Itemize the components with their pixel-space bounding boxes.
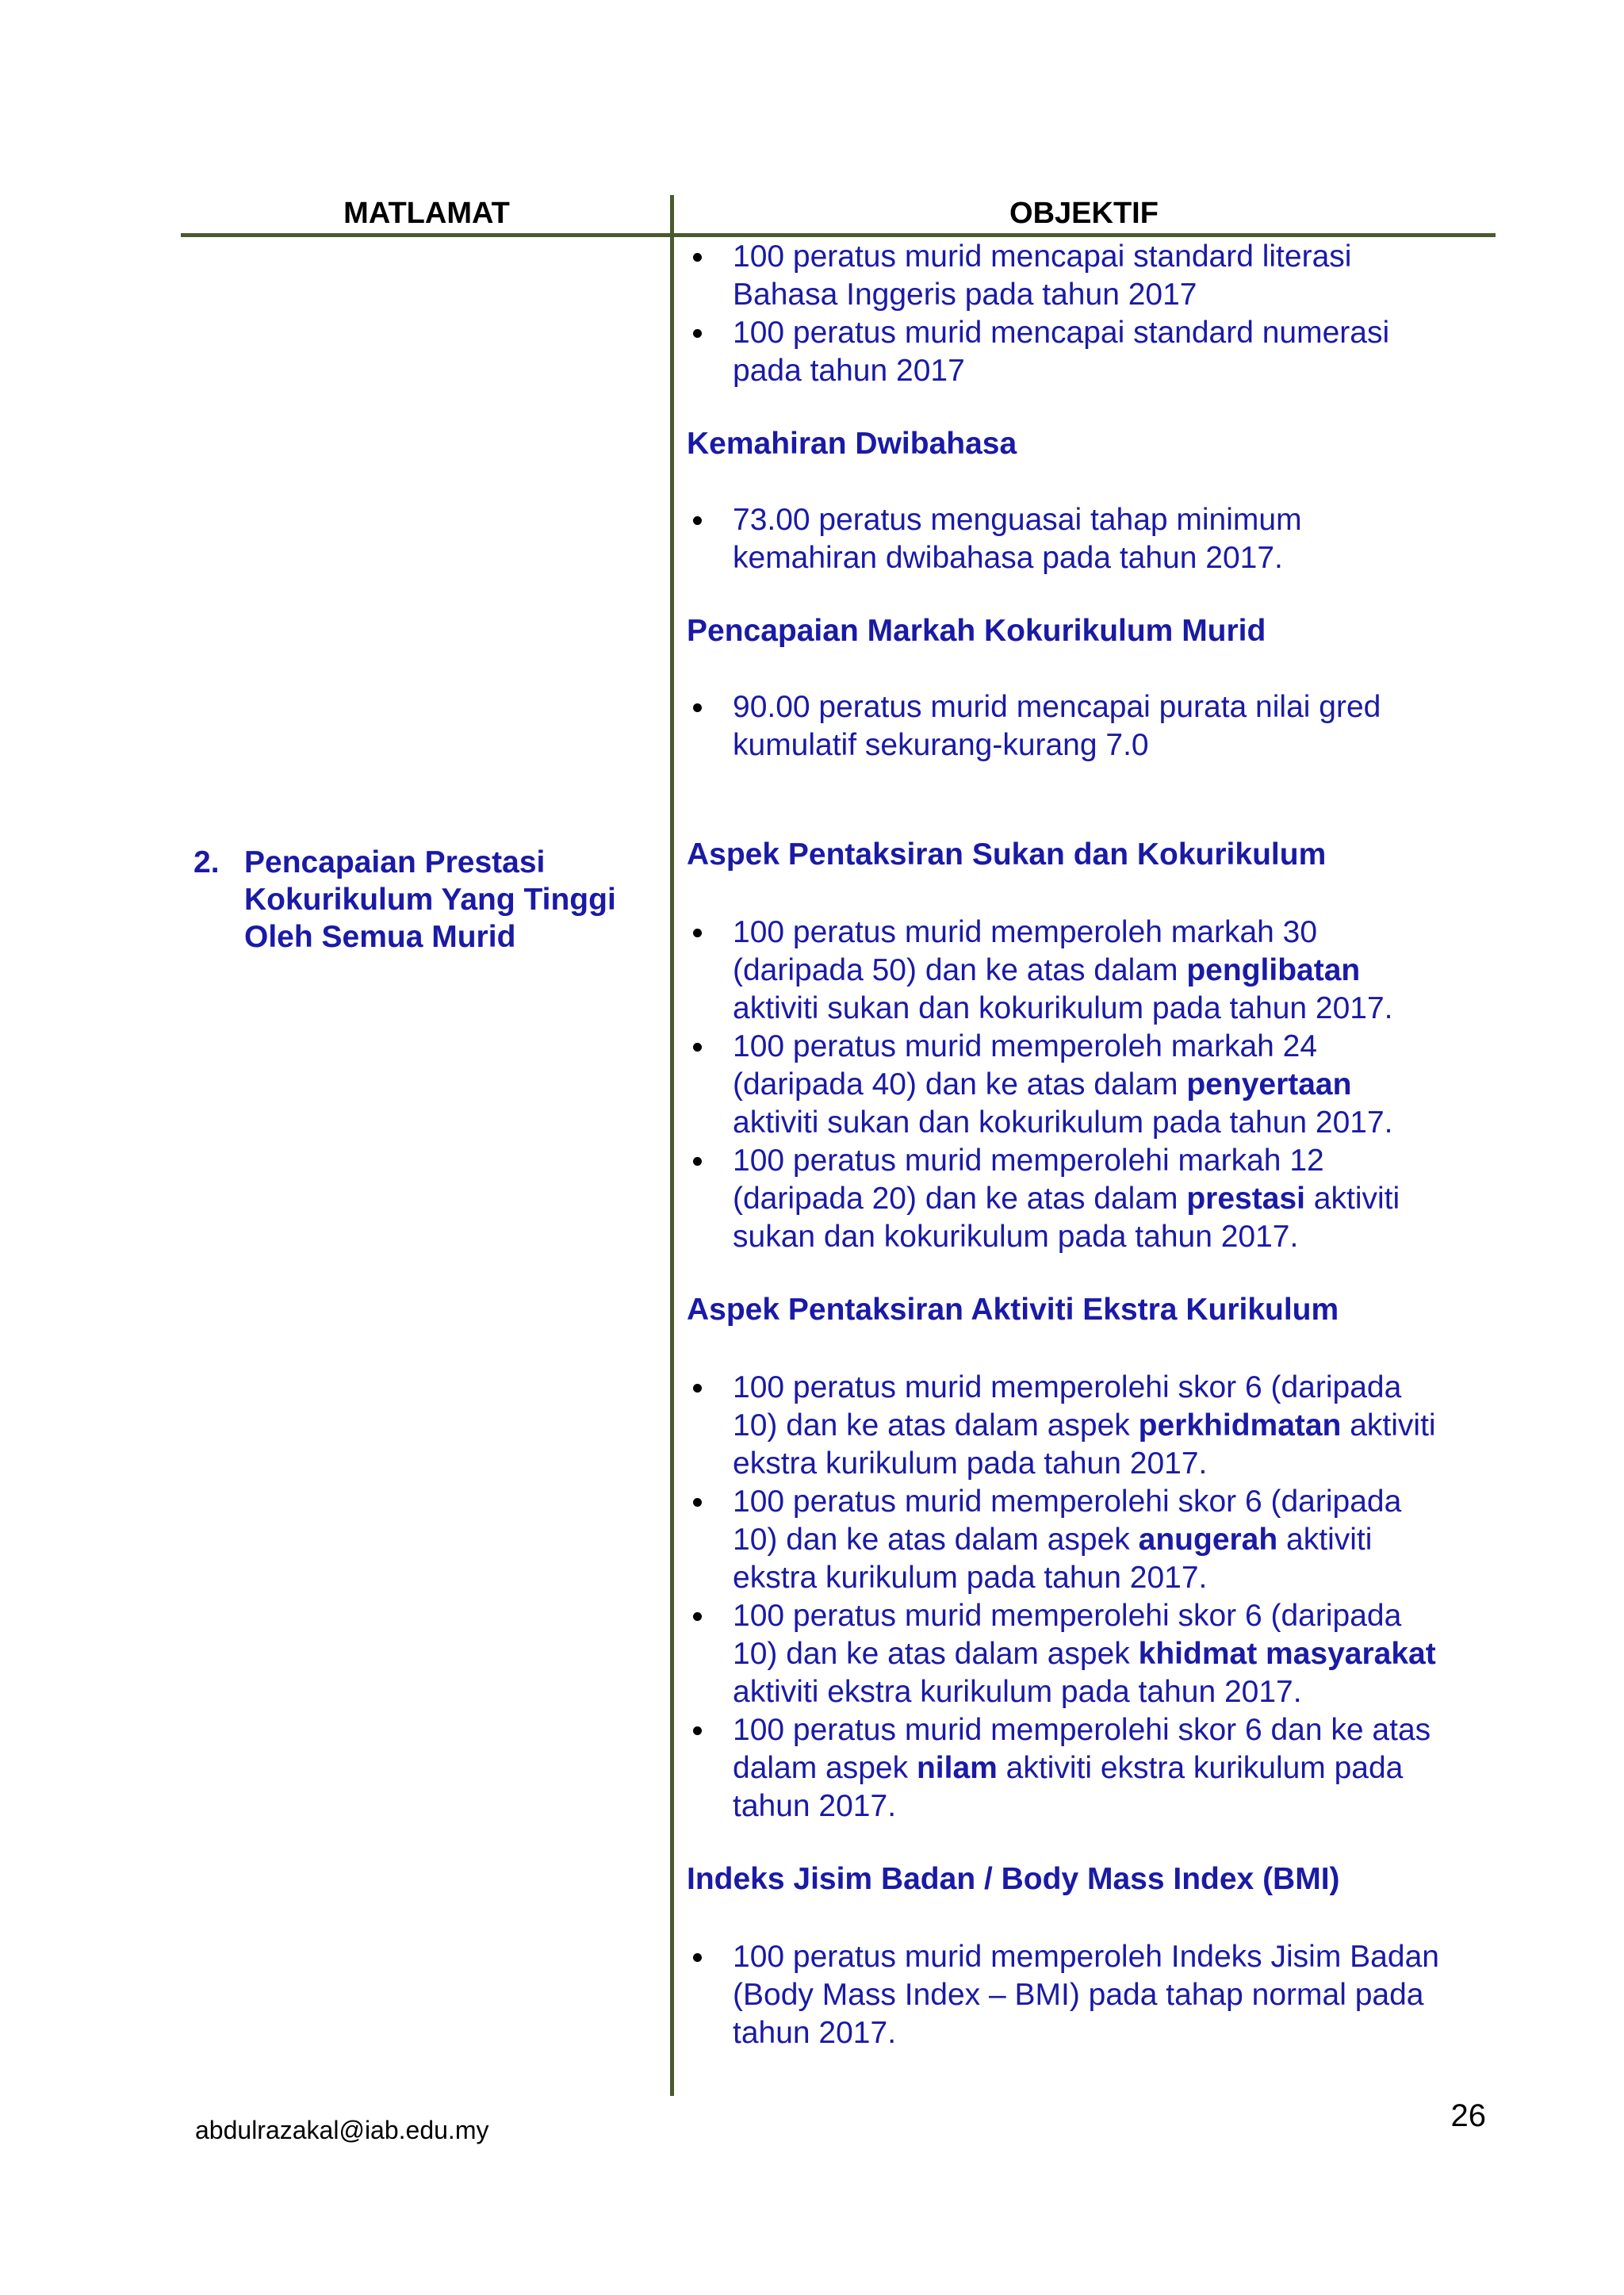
bullet-line: sukan dan kokurikulum pada tahun 2017. [733, 1220, 1299, 1254]
bullet-line: ekstra kurikulum pada tahun 2017. [733, 1561, 1208, 1595]
list-item [687, 1597, 1488, 1711]
sukan-bullets [687, 914, 1488, 1256]
bmi-bullets [687, 1938, 1488, 2052]
list-item [687, 1483, 1488, 1597]
section-heading-ekstra: Aspek Pentaksiran Aktiviti Ekstra Kurikulum [687, 1293, 1339, 1327]
list-item [687, 1028, 1488, 1142]
bullet-icon [693, 1612, 702, 1621]
emphasis-text: prestasi [1186, 1182, 1305, 1216]
emphasis-text: nilam [916, 1751, 998, 1785]
kokurikulum-bullets [687, 688, 1488, 764]
bullet-icon [693, 1157, 702, 1166]
bullet-icon [693, 703, 702, 712]
bullet-icon [693, 329, 702, 338]
bullet-line: kemahiran dwibahasa pada tahun 2017. [733, 541, 1283, 575]
bullet-line: tahun 2017. [733, 1789, 897, 1823]
bullet-line: 100 peratus murid memperoleh markah 30 [733, 915, 1318, 949]
bullet-line: 100 peratus murid memperolehi markah 12 [733, 1144, 1324, 1178]
bullet-line: 73.00 peratus menguasai tahap minimum [733, 503, 1302, 537]
emphasis-text: anugerah [1138, 1523, 1278, 1557]
section-heading-kokurikulum: Pencapaian Markah Kokurikulum Murid [687, 614, 1266, 648]
bullet-line: (Body Mass Index – BMI) pada tahap normal pada [733, 1978, 1424, 2012]
goal-number: 2. [193, 845, 220, 879]
goal-text [244, 844, 661, 956]
table-header [181, 190, 1496, 235]
objektif-column [687, 238, 1488, 2052]
literacy-bullets [687, 238, 1488, 390]
goal-line: Kokurikulum Yang Tinggi [244, 883, 616, 917]
ekstra-bullets [687, 1369, 1488, 1826]
emphasis-text: khidmat masyarakat [1138, 1637, 1436, 1671]
section-heading-bmi: Indeks Jisim Badan / Body Mass Index (BMI) [687, 1862, 1340, 1896]
bullet-line: 10) dan ke atas dalam aspek anugerah aktiviti [733, 1523, 1373, 1557]
bullet-line: Bahasa Inggeris pada tahun 2017 [733, 278, 1197, 312]
bullet-icon [693, 1043, 702, 1052]
list-item [687, 238, 1488, 314]
bullet-line: ekstra kurikulum pada tahun 2017. [733, 1446, 1208, 1481]
bullet-line: (daripada 20) dan ke atas dalam prestasi aktiviti [733, 1182, 1400, 1216]
bullet-line: 100 peratus murid memperolehi skor 6 (daripada [733, 1370, 1402, 1404]
bullet-line: kumulatif sekurang-kurang 7.0 [733, 728, 1149, 762]
bullet-icon [693, 929, 702, 937]
bullet-line: 100 peratus murid mencapai standard numerasi [733, 316, 1390, 350]
column-divider [670, 195, 674, 2096]
bullet-icon [693, 253, 702, 262]
bullet-line: 100 peratus murid memperolehi skor 6 dan ke atas [733, 1713, 1431, 1747]
bullet-line: 90.00 peratus murid mencapai purata nilai gred [733, 690, 1381, 724]
bullet-line: aktiviti sukan dan kokurikulum pada tahun 2017. [733, 991, 1393, 1025]
bullet-line: pada tahun 2017 [733, 354, 965, 388]
emphasis-text: penglibatan [1186, 953, 1361, 987]
bullet-line: dalam aspek nilam aktiviti ekstra kurikulum pada [733, 1751, 1404, 1785]
emphasis-text: perkhidmatan [1138, 1408, 1342, 1443]
bullet-icon [693, 1726, 702, 1735]
goal-item [193, 844, 661, 956]
list-item [687, 914, 1488, 1028]
list-item [687, 1938, 1488, 2052]
bullet-line: 100 peratus murid memperoleh Indeks Jisim Badan [733, 1940, 1439, 1974]
bullet-line: 100 peratus murid mencapai standard literasi [733, 239, 1352, 274]
dwibahasa-bullets [687, 501, 1488, 577]
list-item [687, 1711, 1488, 1826]
bullet-line: (daripada 40) dan ke atas dalam penyertaan [733, 1067, 1352, 1102]
goal-line: Oleh Semua Murid [244, 920, 516, 954]
header-objektif: OBJEKTIF [1009, 197, 1159, 230]
page-number: 26 [1450, 2098, 1486, 2133]
bullet-icon [693, 1498, 702, 1507]
emphasis-text: penyertaan [1186, 1067, 1352, 1102]
bullet-line: 100 peratus murid memperolehi skor 6 (daripada [733, 1599, 1402, 1633]
header-matlamat: MATLAMAT [343, 197, 510, 230]
bullet-line: 100 peratus murid memperolehi skor 6 (daripada [733, 1485, 1402, 1519]
bullet-line: tahun 2017. [733, 2016, 897, 2050]
list-item [687, 1369, 1488, 1483]
bullet-icon [693, 1384, 702, 1393]
goal-line: Pencapaian Prestasi [244, 845, 546, 879]
bullet-line: 10) dan ke atas dalam aspek khidmat masyarakat [733, 1637, 1436, 1671]
matlamat-column [193, 844, 661, 956]
list-item [687, 314, 1488, 390]
bullet-icon [693, 516, 702, 525]
list-item [687, 688, 1488, 764]
list-item [687, 501, 1488, 577]
bullet-line: 100 peratus murid memperoleh markah 24 [733, 1029, 1318, 1063]
bullet-icon [693, 1953, 702, 1962]
bullet-line: 10) dan ke atas dalam aspek perkhidmatan aktiviti [733, 1408, 1436, 1443]
bullet-line: aktiviti sukan dan kokurikulum pada tahun 2017. [733, 1105, 1393, 1140]
header-divider [181, 233, 1496, 237]
list-item [687, 1142, 1488, 1256]
bullet-line: (daripada 50) dan ke atas dalam penglibatan [733, 953, 1361, 987]
section-heading-sukan: Aspek Pentaksiran Sukan dan Kokurikulum [687, 837, 1327, 872]
bullet-line: aktiviti ekstra kurikulum pada tahun 2017. [733, 1675, 1302, 1709]
section-heading-dwibahasa: Kemahiran Dwibahasa [687, 427, 1017, 461]
footer-email: abdulrazakal@iab.edu.my [195, 2116, 489, 2144]
